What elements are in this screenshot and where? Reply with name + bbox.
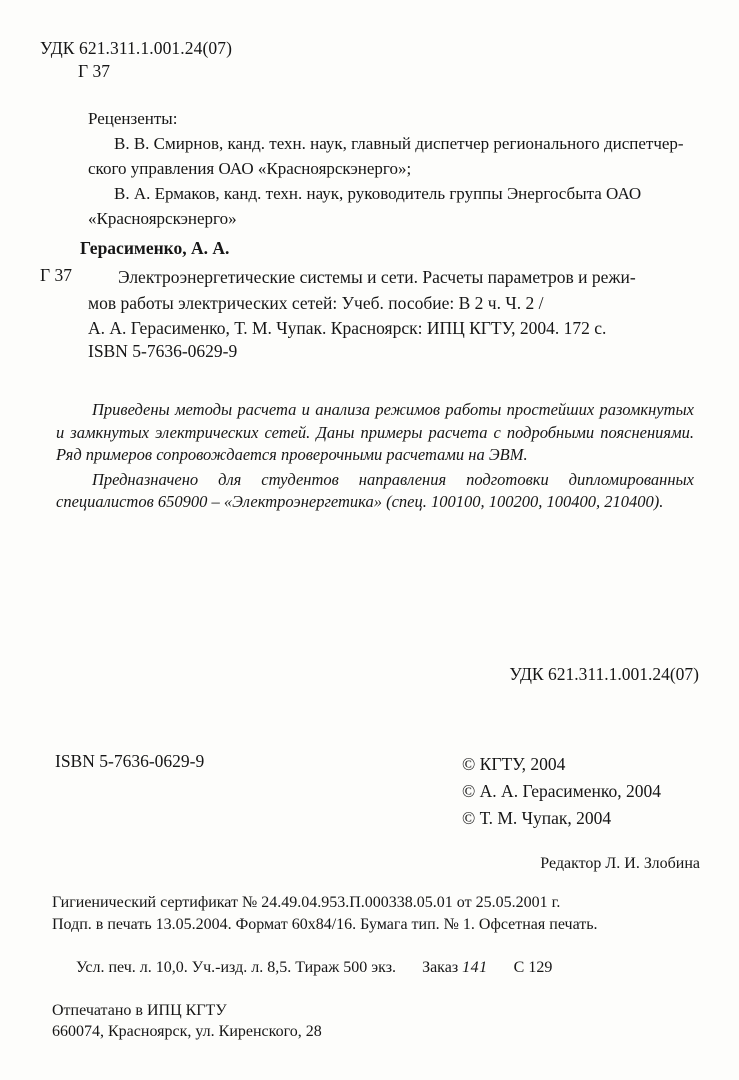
- imprint-line-3: [52, 935, 712, 1000]
- title-line-3: А. А. Герасименко, Т. М. Чупак. Красноярск: ИПЦ КГТУ, 2004. 172 с.: [88, 318, 607, 338]
- copyright-block: [462, 751, 661, 832]
- author-name: Герасименко, А. А.: [80, 238, 230, 258]
- annotation-block: [56, 399, 694, 514]
- title-line-2: мов работы электрических сетей: Учеб. пособие: В 2 ч. Ч. 2 /: [88, 292, 544, 313]
- imprint-line-5: 660074, Красноярск, ул. Киренского, 28: [52, 1023, 322, 1040]
- reviewer-1-line-2: ского управления ОАО «Красноярскэнерго»;: [88, 159, 412, 178]
- title-line-1: Электроэнергетические системы и сети. Расчеты параметров и режи-: [118, 267, 636, 287]
- shelf-code-main: Г 37: [40, 265, 72, 285]
- annotation-paragraph-1: Приведены методы расчета и анализа режимов работы простейших разомкнутых и замкнутых электрических сетей. Даны примеры расчета с подробными пояснениями. Ряд примеров сопровождается проверочными расчетами на ЭВМ.: [56, 400, 694, 464]
- isbn-bottom: ISBN 5-7636-0629-9: [55, 751, 205, 771]
- order-label: Заказ: [422, 958, 459, 976]
- isbn-main: ISBN 5-7636-0629-9: [88, 341, 238, 361]
- title-block: [88, 265, 696, 342]
- udk-code-top: УДК 621.311.1.001.24(07): [40, 38, 233, 58]
- editor-credit: Редактор Л. И. Злобина: [540, 855, 700, 872]
- copyright-line-2: © А. А. Герасименко, 2004: [462, 781, 661, 801]
- reviewers-heading: Рецензенты:: [88, 109, 178, 128]
- reviewer-2-line-1: В. А. Ермаков, канд. техн. наук, руководитель группы Энергосбыта ОАО: [114, 184, 642, 203]
- imprint-print-details: Усл. печ. л. 10,0. Уч.-изд. л. 8,5. Тираж 500 экз.: [76, 958, 397, 976]
- annotation-paragraph-2: Предназначено для студентов направления подготовки дипломированных специалистов 650900 – «Электроэнергетика» (спец. 100100, 100200, 100400, 210400).: [56, 469, 694, 511]
- order-number: 141: [462, 958, 488, 976]
- imprint-line-1: Гигиенический сертификат № 24.49.04.953.П.000338.05.01 от 25.05.2001 г.: [52, 894, 561, 911]
- imprint-c-code: С 129: [513, 958, 553, 976]
- imprint-block: [52, 892, 712, 1043]
- imprint-line-4: Отпечатано в ИПЦ КГТУ: [52, 1001, 227, 1019]
- copyright-line-1: © КГТУ, 2004: [462, 754, 566, 774]
- shelf-code-top: Г 37: [78, 61, 110, 81]
- reviewers-block: [88, 106, 700, 231]
- udk-code-bottom: УДК 621.311.1.001.24(07): [509, 664, 699, 684]
- imprint-line-2: Подп. в печать 13.05.2004. Формат 60х84/16. Бумага тип. № 1. Офсетная печать.: [52, 915, 598, 933]
- copyright-line-3: © Т. М. Чупак, 2004: [462, 808, 612, 828]
- reviewer-2-line-2: «Красноярскэнерго»: [88, 209, 237, 228]
- reviewer-1-line-1: В. В. Смирнов, канд. техн. наук, главный диспетчер регионального диспетчер-: [114, 134, 684, 153]
